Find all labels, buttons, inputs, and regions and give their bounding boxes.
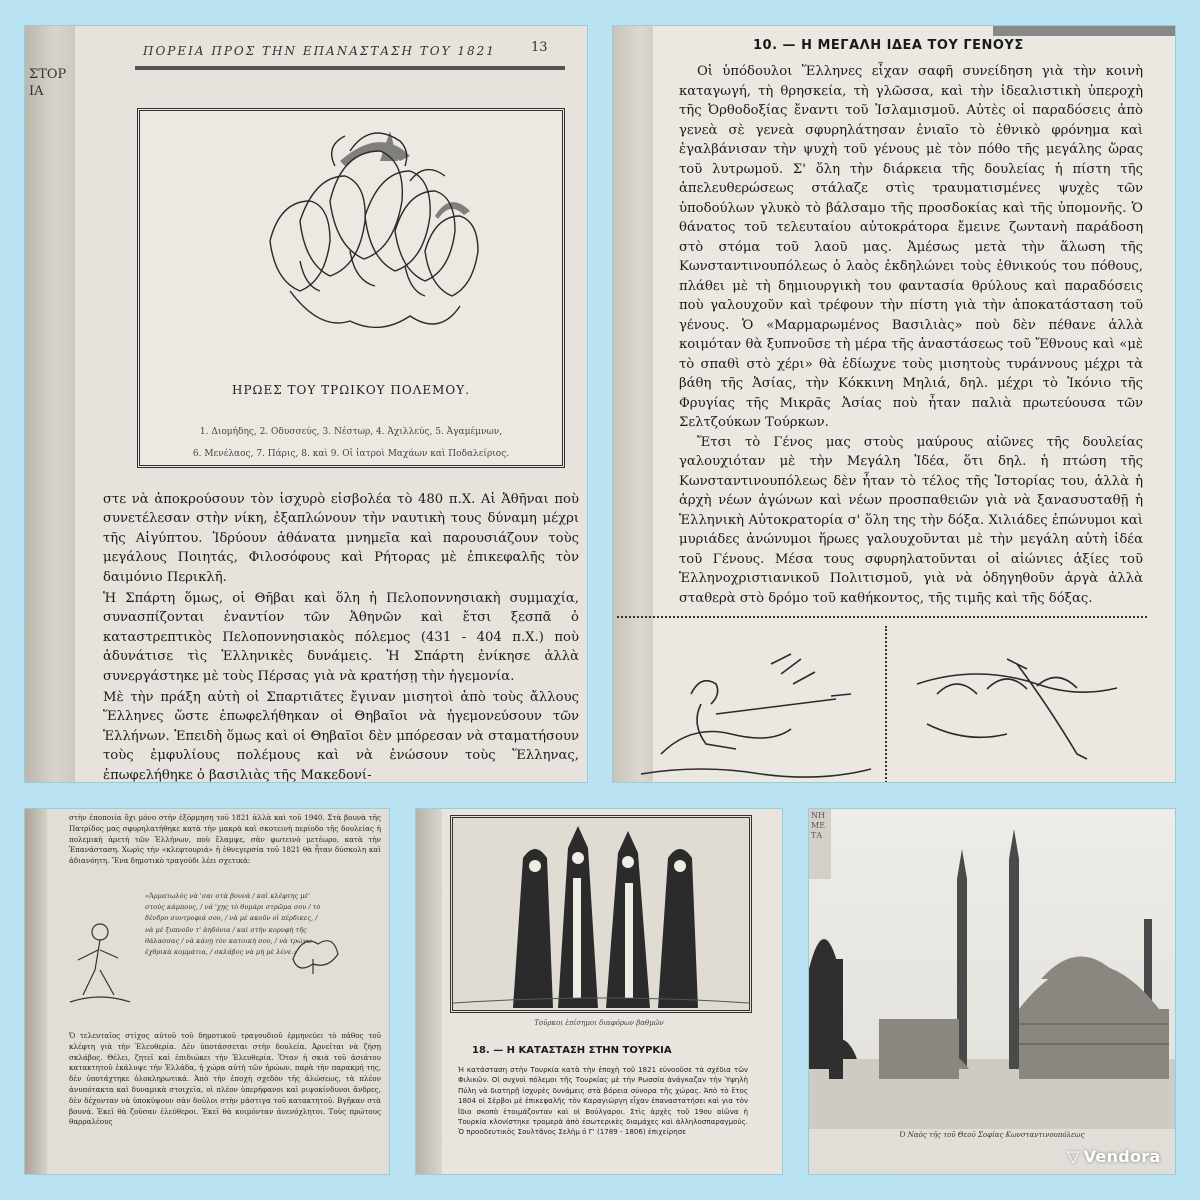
figure-legend — [150, 421, 552, 465]
watermark-label: Vendora — [1083, 1147, 1161, 1166]
paragraph: Οἱ ὑπόδουλοι Ἕλληνες εἶχαν σαφῆ συνείδηση γιὰ τὴν κοινὴ καταγωγή, τὴ θρησκεία, τὴ γλῶσσα, καὶ τὴν ἰδεαλιστικὴ ὑπεροχὴ τῆς Ὀρθοδοξίας ἔναντι τοῦ Ἰσλαμισμοῦ. Αὐτὲς οἱ παραδόσεις ἀπὸ γενεὰ σὲ γενεὰ σφυρηλάτησαν ἐνιαῖο τὸ ἐθνικὸ φρόνημα καὶ ἐγαλβάνισαν τὴν ψυχὴ τοῦ γένους μὲ τὸν πόθο τῆς μεγάλης ὥρας τοῦ λυτρωμοῦ. Σ' ὅλη τὴν διάρκεια τῆς δουλείας ἡ πίστη τῆς ἀπελευθερώσεως στάλαζε στὶς τραυματισμένες ψυχὲς τῶν ὑποδούλων γλυκὸ τὸ βάλσαμο τῆς προσδοκίας καὶ τῆς ὑπομονῆς. Ὁ θάνατος τοῦ τελευταίου αὐτοκράτορα ἔμεινε ζωντανὴ παράδοση στὸ στόμα τοῦ λαοῦ μας. Ἀμέσως μετὰ τὴν ἅλωση τῆς Κωνσταντινουπόλεως ὁ λαὸς ἐκδηλώνει τοὺς ἐθνικούς του πόθους, πλάθει μὲ τὴ δημιουργικὴ του φαντασία θρύλους καὶ παραδόσεις ποὺ γαλουχοῦν καὶ τρέφουν τὴν πίστη γιὰ τὴν ἀποκατάσταση τοῦ γένους. Ὁ «Μαρμαρωμένος Βασιλιὰς» ποὺ δὲν πέθανε ἀλλὰ κοιμόταν θὰ ξυπνοῦσε τὴ μέρα τῆς ἀναστάσεως τοῦ Ἔθνους καὶ «μὲ τὸ σπαθὶ στὸ χέρι» θὰ ἐδίωχνε τοὺς μισητοὺς τυράννους μέχρι τὰ βάθη τῆς Ἀσίας, τὴν Κόκκινη Μηλιά, δηλ. μέχρι τὸ Ἰκόνιο τῆς Φρυγίας τῆς Μικρᾶς Ἀσίας ποὺ ἦταν παλιὰ πρωτεύουσα τῶν Σελτζούκων Τούρκων. — [679, 64, 1143, 430]
page-body-text: στὴν ἐποποιία ὄχι μόνο στὴν ἐξόρμηση τοῦ 1821 ἀλλὰ καὶ τοῦ 1940. Στὰ βουνὰ τῆς Πατρίδος μας σφυρηλατήθηκε κατὰ τὴν μακρὰ καὶ σκοτεινὴ περίοδο τῆς δουλείας ἡ πολεμικὴ ἀρετὴ τῶν Ἑλλήνων, ποὺ ἔλαμψε, σὰν φωτεινὸ μετέωρο, κατὰ τὴν Ἐπανάσταση. Χωρὶς τὴν «κλεφτουριά» ἡ ἐθνεγερσία τοῦ 1821 θὰ ἦταν δύσκολη καὶ ἀδιανόητη. Ἕνα δημοτικὸ τραγούδι λέει σχετικά: — [69, 813, 381, 866]
page-body-text — [679, 62, 1143, 608]
sword-branch-illustration — [897, 624, 1147, 783]
vendora-watermark — [1067, 1147, 1161, 1166]
photo-hagia-sophia — [808, 808, 1176, 1175]
heroes-illustration — [230, 121, 500, 361]
chapter-title: 10. — Η ΜΕΓΑΛΗ ΙΔΕΑ ΤΟΥ ΓΕΝΟΥΣ — [753, 38, 1024, 53]
figure-turkish-officials — [450, 815, 752, 1013]
illustration-divider — [885, 626, 887, 783]
folk-song-excerpt: «Ἀρματωλὸς νὰ 'σαι στὰ βουνὰ / καὶ κλέφτης μὲ' στοὺς κάμπους, / νά 'χῃς τὸ θυμάρι στρῶμα σου / τὸ δένδρο συντροφιά σου, / νὰ μὲ ακοῦν οἱ πέρδικες, / νὰ μὲ ξυπνοῦν τ' ἀηδόνια / καὶ στὴν κορυφὴ τῆς θάλασσας / νὰ κάνῃ τὸν κατοικὴ σου, / νὰ τρώγω ἐχθρικὰ κομμάτια, / σκλάβος νὰ μὴ μὲ λένε.» — [145, 892, 321, 957]
paragraph: Μὲ τὴν πράξη αὐτὴ οἱ Σπαρτιᾶτες ἔγιναν μισητοὶ ἀπὸ τοὺς ἄλλους Ἕλληνες ὥστε ἐπωφελήθηκαν οἱ Θηβαῖοι νὰ ἡγεμονεύσουν τῶν Ἑλλήνων. Ἐπειδὴ ὅμως καὶ οἱ Θηβαῖοι δὲν μπόρεσαν νὰ σταματήσουν τοὺς ἐμφυλίους πολέμους καὶ νὰ ἑνώσουν τοὺς Ἕλληνας, ἐπωφελήθηκε ὁ βασιλιὰς τῆς Μακεδονί- — [103, 690, 579, 783]
rifleman-illustration — [621, 624, 881, 783]
page-body-text — [103, 490, 579, 783]
figure-caption: Ὁ Ναὸς τῆς τοῦ Θεοῦ Σοφίας Κωνσταντινουπόλεως — [899, 1131, 1085, 1139]
paragraph: Ἡ Σπάρτη ὅμως, οἱ Θῆβαι καὶ ὅλη ἡ Πελοποννησιακὴ συμμαχία, συνασπίζονται ἐναντίον τῶν Ἀθηνῶν καὶ ἔτσι ξεσπᾶ ὁ καταστρεπτικὸς Πελοποννησιακὸς πόλεμος (431 - 404 π.Χ.) ποὺ ἀδυνάτισε τὶς Ἑλληνικὲς δυνάμεις. Ἡ Σπάρτη ἐνίκησε ἀλλὰ συνεργάστηκε μὲ τοὺς Πέρσας γιὰ νὰ κρατήσῃ τὴν ἡγεμονία. — [103, 591, 579, 684]
page-gutter — [25, 809, 47, 1175]
top-strip — [993, 26, 1176, 36]
page-gutter — [25, 26, 75, 783]
corner-text: ΝΗ ΜΕ ΤΑ — [809, 809, 831, 879]
figure-legend-line: 6. Μενέλαος, 7. Πάρις, 8. καὶ 9. Οἱ ἰατροὶ Μαχάων καὶ Ποδαλείριος. — [192, 449, 510, 459]
running-header: ΠΟΡΕΙΑ ΠΡΟΣ ΤΗΝ ΕΠΑΝΑΣΤΑΣΗ ΤΟΥ 1821 — [143, 44, 496, 58]
figure-title: ΗΡΩΕΣ ΤΟΥ ΤΡΩΙΚΟΥ ΠΟΛΕΜΟΥ. — [231, 383, 471, 397]
illustration-strip — [617, 616, 1147, 783]
page-body-text: Ἡ κατάσταση στὴν Τουρκία κατὰ τὴν ἐποχὴ τοῦ 1821 εὐνοοῦσε τὰ σχέδια τῶν Φιλικῶν. Οἱ συχνοὶ πόλεμοι τῆς Τουρκίας μὲ τὴν Ρωσσία ἀνάγκαζαν τὴν Ὑψηλὴ Πύλη νὰ διατηρῇ ἰσχυρὲς δυνάμεις στὰ βόρεια σύνορα τῆς χώρας. Ἀπὸ τὸ ἔτος 1804 οἱ Σέρβοι μὲ ἐπικεφαλῆς τὸν Καραγιώργη εἶχαν ἐπαναστατήσει καὶ για τὸν ἴδιο σκοπὸ ἑτοιμάζονταν καὶ οἱ Βούλγαροι. Στὶς ἀρχὲς τοῦ 19ου αἰῶνα ἡ Τουρκία κλονίστηκε τρομερὰ ἀπὸ ἐσωτερικὲς διαμάχες καὶ ἀλληλοσπαραγμούς. Ὁ προοδευτικὸς Σουλτᾶνος Σελὴμ ὁ Γ' (1789 - 1806) ἐπιχείρησε — [458, 1065, 748, 1137]
page-gutter — [416, 809, 442, 1175]
photo-turkey-page — [415, 808, 783, 1175]
figure-legend-line: 1. Διομήδης, 2. Οδυσσεύς, 3. Νέστωρ, 4. Ἀχιλλεύς, 5. Ἀγαμέμνων, — [199, 427, 503, 437]
figure-caption: Τοῦρκοι ἐπίσημοι διαφόρων βαθμῶν — [534, 1019, 664, 1027]
gutter-text: ΣΤΟΡΙΑ — [29, 67, 67, 99]
page-body-text: Ὁ τελευταῖος στίχος αὐτοῦ τοῦ δημοτικοῦ τραγουδιοῦ ἐρμηνεύει τὸ πάθος τοῦ κλέφτη γιὰ τὴν Ἐλευθερία. Δὲν ὑποτάσσεται στὴν δουλεία. Ἀρνεῖται νὰ ζήσῃ σκλάβος. Θέλει, ζητεῖ καὶ ἐπιδιώκει τὴν Ἐλευθερία. Ὅταν ἡ σκιὰ τοῦ ἀσιάτου κατακτητοῦ ἐκάλυψε τὴν Ἑλλάδα, ἡ χώρα αὐτὴ τῶν ἡρώων, παρὰ τὴν παρακμή της, δὲν ὑποτάχτηκε ὁλοκληρωτικά. Ἀπὸ τὴν ἐποχὴ σχεδὸν τῆς ἁλώσεως, τὰ πλέον ἀνυπότακτα καὶ δυναμικὰ στοιχεῖα, οἱ πλέον ὑπερήφανοι καὶ ριψοκίνδυνοι ἄνδρες, δὲν δέχονταν νὰ ὑποκύψουν σὰν δοῦλοι στὴν μάστιγα τοῦ κατακτητοῦ. Βγῆκαν στὰ βουνά. Ἐκεῖ θὰ ζοῦσαν ἐλεύθεροι. Ἐκεῖ θὰ κοιμόνταν ἀνενόχλητοι. Τοὺς πρώτους θαρραλέους — [69, 1031, 381, 1127]
photo-klephts-page — [24, 808, 390, 1175]
paragraph: Ἔτσι τὸ Γένος μας στοὺς μαύρους αἰῶνες τῆς δουλείας γαλουχιόταν μὲ τὴν Μεγάλη Ἰδέα, ὅτι δηλ. ἡ πτώση τῆς Κωνσταντινουπόλεως δὲν ἦταν τὸ τέλος τῆς Ἱστορίας του, ἀλλὰ ἡ ἀρχὴ νέων ἀγώνων καὶ νέων προσπαθειῶν γιὰ νὰ ξανασυσταθῇ ἡ Ἑλληνικὴ Αὐτοκρατορία σ' ὅλη της τὴν δόξα. Χιλιάδες ἐπώνυμοι καὶ μυριάδες ἀνώνυμοι ἥρωες γαλουχοῦνται μὲ τὴν μεγάλη αὐτὴ ἰδέα τοῦ Γένους. Μέσα τους σφυρηλατοῦνται οἱ αἰώνιες ἀξίες τοῦ Ἑλληνοχριστιανικοῦ Πολιτισμοῦ, γιὰ νὰ ὁδηγηθοῦν ἀργὰ ἀλλὰ σταθερὰ στὸ δρόμο τοῦ καθήκοντος, τῆς τιμῆς καὶ τῆς δόξας. — [679, 434, 1143, 606]
page-number: 13 — [531, 40, 548, 55]
paragraph: στε νὰ ἀποκρούσουν τὸν ἰσχυρὸ εἰσβολέα τὸ 480 π.Χ. Αἱ Ἀθῆναι ποὺ συνετέλεσαν στὴν νίκη, ἐξαπλώνουν τὴν ναυτικὴ τους δύναμη μέχρι τῆς Αἰγύπτου. Ἱδρύουν ἀθάνατα μνημεῖα καὶ παρουσιάζουν τοὺς μεγάλους Ποιητάς, Φιλοσόφους καὶ Ρήτορας μὲ ἐπικεφαλῆς τὸν δαιμόνιο Περικλῆ. — [103, 492, 579, 585]
figure-trojan-heroes — [137, 108, 565, 468]
photo-page-13 — [24, 25, 588, 783]
photo-megali-idea-page — [612, 25, 1176, 783]
hagia-sophia-engraving — [809, 809, 1176, 1129]
section-title: 18. — Η ΚΑΤΑΣΤΑΣΗ ΣΤΗΝ ΤΟΥΡΚΙΑ — [472, 1045, 672, 1056]
officials-engraving — [453, 818, 749, 1010]
klepht-illustration — [65, 917, 135, 1007]
vendora-logo-icon: ▽ — [1067, 1147, 1080, 1166]
header-rule — [135, 66, 565, 70]
